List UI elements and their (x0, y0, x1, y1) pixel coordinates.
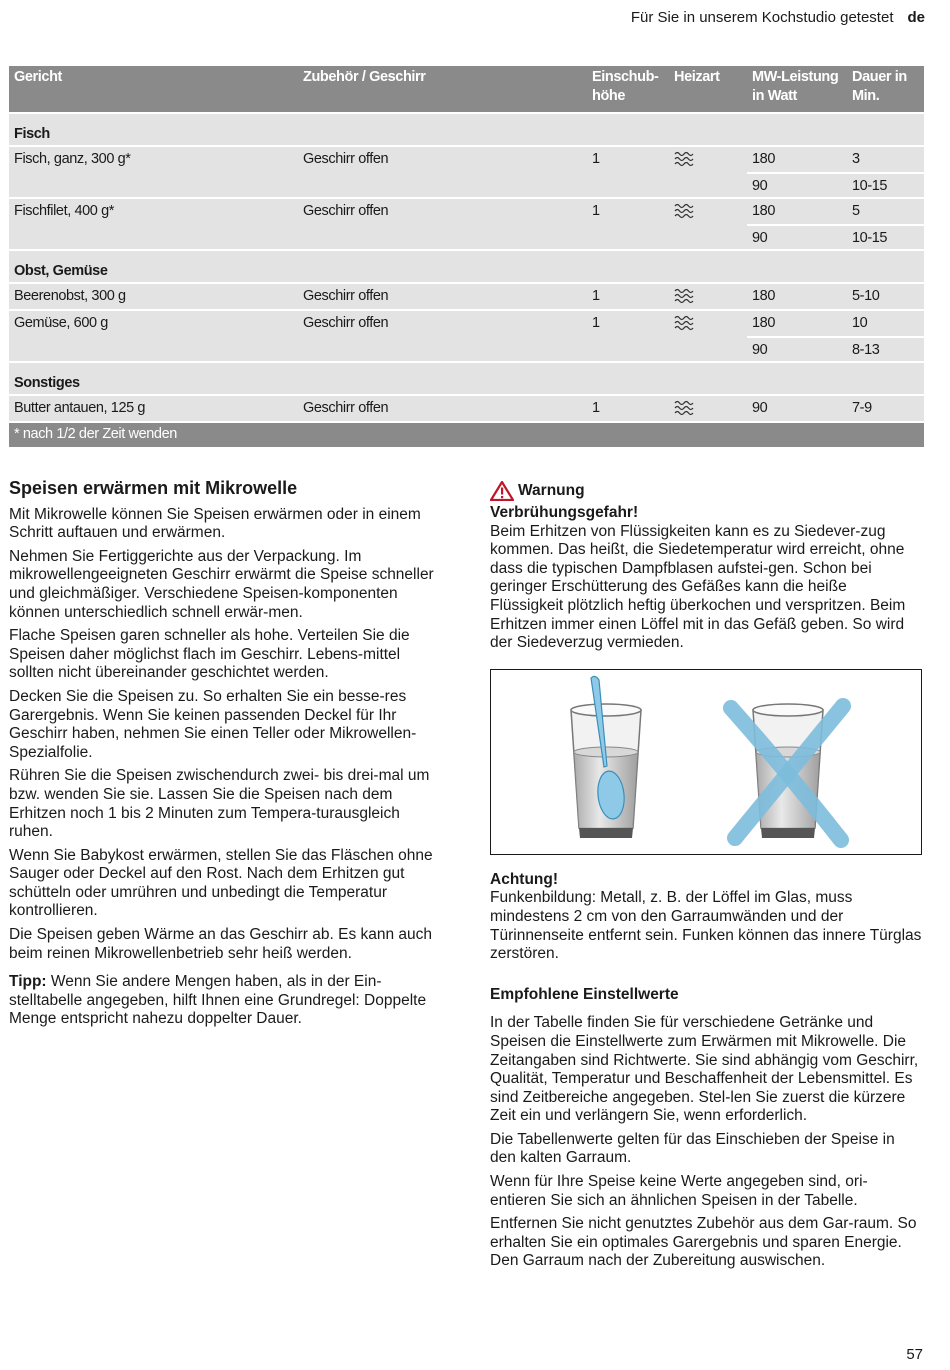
settings-table (9, 66, 924, 447)
col-header-time: Dauer in Min. (852, 69, 907, 104)
caution-text: Funkenbildung: Metall, z. B. der Löffel im Glas, muss mindestens 2 cm von den Garraumwänden und der Türinnenseite entfernt sein. Funken können das innere Türglas zerstören. (490, 889, 922, 963)
cell-accessory (298, 336, 587, 361)
warning-text: Beim Erhitzen von Flüssigkeiten kann es zu Siedever-zug kommen. Das heißt, die Siedetemperatur wird erreicht, ohne dass die typischen Dampfblasen aufstei-gen. Schon bei geringer Erschütterung des Gefäßes kann die heiße Flüssigkeit plötzlich heftig überkochen und verspritzen. Beim Erhitzen immer einen Löffel mit in das Gefäß geben. So wird der Siedeverzug vermieden. (490, 522, 906, 652)
cell-heating (669, 199, 747, 224)
microwave-icon (674, 288, 694, 304)
cell-heating (669, 284, 747, 309)
cell-level (587, 336, 669, 361)
right-column (490, 481, 922, 1276)
table-section-row (9, 112, 924, 145)
cell-heating (669, 336, 747, 361)
microwave-icon (674, 151, 694, 167)
warning-heading (490, 481, 922, 501)
cell-watt: 180 (752, 315, 775, 331)
warning-title: Verbrühungsgefahr! (490, 504, 639, 521)
cell-dish: Fischfilet, 400 g* (14, 203, 114, 219)
cell-heating (669, 396, 747, 421)
table-section-row (9, 249, 924, 282)
cell-watt: 180 (752, 203, 775, 219)
cell-time: 10 (852, 315, 868, 331)
cell-watt: 90 (747, 224, 847, 249)
microwave-icon (674, 315, 694, 331)
tip-label: Tipp: (9, 973, 47, 991)
col-header-dish: Gericht (14, 69, 62, 85)
table-row (9, 145, 924, 172)
cell-time: 8-13 (847, 336, 924, 361)
section-heading: Speisen erwärmen mit Mikrowelle (9, 478, 298, 498)
cell-level: 1 (592, 400, 600, 416)
cell-accessory: Geschirr offen (303, 400, 389, 416)
glass-spoon-illustration (490, 669, 922, 855)
table-section-row (9, 361, 924, 394)
table-row (9, 172, 924, 197)
caution-title: Achtung! (490, 870, 559, 888)
paragraph: Mit Mikrowelle können Sie Speisen erwärmen oder in einem Schritt auftauen und erwärmen. (9, 505, 421, 542)
recommended-heading: Empfohlene Einstellwerte (490, 985, 679, 1003)
cell-watt: 90 (747, 336, 847, 361)
table-row (9, 197, 924, 224)
cell-watt: 180 (752, 288, 775, 304)
section-title: Sonstiges (14, 375, 80, 391)
header-title: Für Sie in unserem Kochstudio getestet (630, 9, 894, 26)
cell-heating (669, 172, 747, 197)
glasses-icon (491, 670, 920, 853)
cell-dish: Beerenobst, 300 g (14, 288, 126, 304)
cell-accessory: Geschirr offen (303, 288, 389, 304)
warning-triangle-icon (490, 481, 514, 501)
table-row (9, 336, 924, 361)
cell-level (587, 172, 669, 197)
paragraph: Wenn Sie Babykost erwärmen, stellen Sie das Fläschen ohne Sauger oder Deckel auf den Rost. Nach dem Erhitzen gut schütteln oder umrühren und unbedingt die Temperatur kontrollieren. (9, 846, 433, 920)
cell-level: 1 (592, 288, 600, 304)
cell-level: 1 (592, 151, 600, 167)
cell-time: 7-9 (852, 400, 872, 416)
cell-time: 10-15 (847, 172, 924, 197)
tip-paragraph (9, 973, 441, 1029)
col-header-watt: MW-Leistung in Watt (752, 69, 839, 104)
table-body (9, 112, 924, 421)
table-row (9, 394, 924, 421)
cell-time: 3 (852, 151, 860, 167)
cell-level: 1 (592, 203, 600, 219)
paragraph: Rühren Sie die Speisen zwischendurch zwei- bis drei-mal um bzw. wenden Sie sie. Lassen Sie die Speisen nach dem Erhitzen noch 1 bis 2 Minuten zum Tempera-turausgleich ruhen. (9, 767, 430, 841)
warning-label: Warnung (518, 481, 585, 499)
page-header (631, 9, 925, 26)
paragraph: Flache Speisen garen schneller als hohe. Verteilen Sie die Speisen daher möglichst flach im Geschirr. Lebens-mittel sollten nicht übereinander geschichtet werden. (9, 627, 410, 682)
cell-watt: 90 (752, 400, 768, 416)
cell-dish (9, 172, 298, 197)
microwave-icon (674, 400, 694, 416)
paragraph: Die Speisen geben Wärme an das Geschirr ab. Es kann auch beim reinen Mikrowellenbetrieb sehr heiß werden. (9, 926, 433, 962)
cell-accessory (298, 224, 587, 249)
cell-watt: 180 (752, 151, 775, 167)
table-row (9, 282, 924, 309)
table-header (9, 66, 924, 112)
tip-text: Wenn Sie andere Mengen haben, als in der Ein-stelltabelle angegeben, hilft Ihnen eine Grundregel: Doppelte Menge entspricht nahezu doppelter Dauer. (9, 973, 427, 1028)
cell-dish (9, 224, 298, 249)
cell-accessory (298, 172, 587, 197)
cell-time: 5 (852, 203, 860, 219)
cell-watt: 90 (747, 172, 847, 197)
section-title: Fisch (14, 126, 50, 142)
cell-accessory: Geschirr offen (303, 315, 389, 331)
col-header-level: Einschub- höhe (592, 69, 659, 104)
microwave-icon (674, 203, 694, 219)
language-code: de (907, 9, 925, 26)
section-title: Obst, Gemüse (14, 263, 108, 279)
paragraph: Nehmen Sie Fertiggerichte aus der Verpackung. Im mikrowellengeeigneten Geschirr erwärmt die Speise schneller und gleichmäßiger. Verschiedene Speisen-komponenten können unterschiedlich schnell erwär-men. (9, 547, 434, 621)
paragraph: In der Tabelle finden Sie für verschiedene Getränke und Speisen die Einstellwerte zum Erwärmen mit Mikrowelle. Die Zeitangaben sind Richtwerte. Sie sind abhängig vom Geschirr, Qualität, Temperatur und Beschaffenheit der Lebensmittel. Es sind Zeitbereiche angegeben. Stel-len Sie zuerst die kürzere Zeit ein und verlängern Sie, wenn erforderlich. (490, 1014, 919, 1125)
cell-dish: Fisch, ganz, 300 g* (14, 151, 131, 167)
cell-level (587, 224, 669, 249)
cell-dish: Gemüse, 600 g (14, 315, 108, 331)
paragraph: Die Tabellenwerte gelten für das Einschieben der Speise in den kalten Garraum. (490, 1130, 895, 1167)
paragraph: Entfernen Sie nicht genutztes Zubehör aus dem Gar-raum. So erhalten Sie ein optimales Garergebnis und sparen Energie. (490, 1215, 917, 1251)
cell-accessory: Geschirr offen (303, 203, 389, 219)
cell-accessory: Geschirr offen (303, 151, 389, 167)
paragraph: Wenn für Ihre Speise keine Werte angegeben sind, ori-entieren Sie sich an ähnlichen Speisen in der Tabelle. (490, 1173, 868, 1209)
cell-dish: Butter antauen, 125 g (14, 400, 146, 416)
cell-heating (669, 224, 747, 249)
cell-level: 1 (592, 315, 600, 331)
cell-time: 5-10 (852, 288, 880, 304)
cell-heating (669, 147, 747, 172)
left-column (9, 479, 441, 1034)
cell-dish (9, 336, 298, 361)
paragraph: Den Garraum nach der Zubereitung auswischen. (490, 1252, 826, 1270)
col-header-heating: Heizart (674, 69, 720, 85)
page-number: 57 (906, 1346, 923, 1363)
cell-heating (669, 311, 747, 336)
cell-time: 10-15 (847, 224, 924, 249)
table-footnote: * nach 1/2 der Zeit wenden (9, 421, 924, 447)
table-row (9, 309, 924, 336)
col-header-accessory: Zubehör / Geschirr (303, 69, 426, 85)
table-row (9, 224, 924, 249)
paragraph: Decken Sie die Speisen zu. So erhalten Sie ein besse-res Garergebnis. Wenn Sie keinen passenden Deckel für Ihr Geschirr haben, nehmen Sie einen Teller oder Mikrowellen-Spezialfolie. (9, 687, 417, 761)
